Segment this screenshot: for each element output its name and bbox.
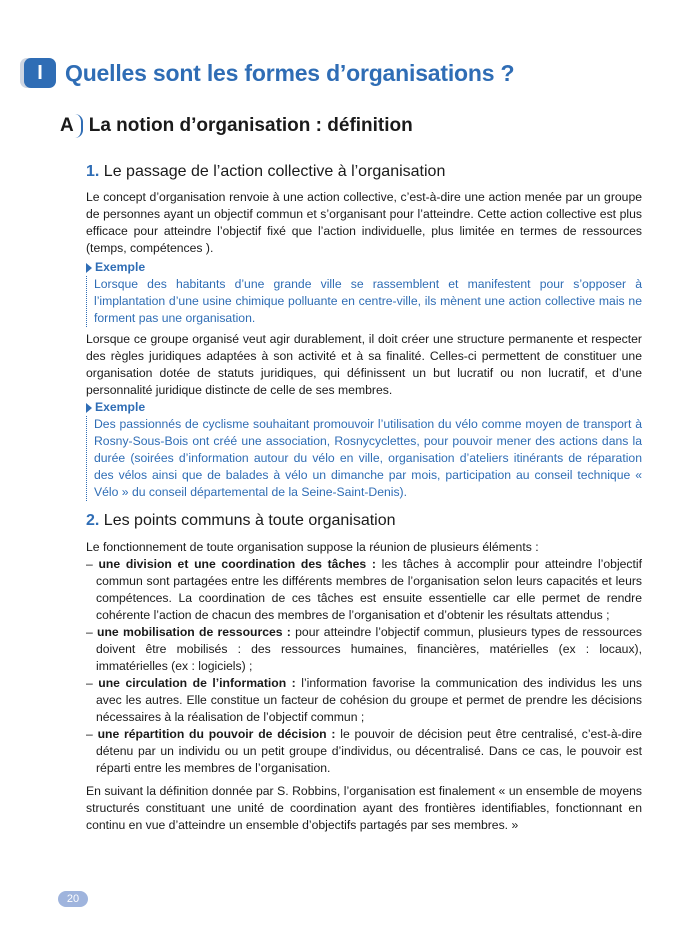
item-term: une mobilisation de ressources :	[97, 625, 291, 639]
triangle-icon	[86, 403, 92, 413]
example-box	[86, 399, 642, 501]
item-text: pour atteindre l’objectif commun, plusieurs types de ressources doivent être mobilisés : des ressources humaines, financières, matérielles (ex : locaux), immatérielles (ex : logiciels) ;	[96, 625, 643, 673]
heading-title: Les points communs à toute organisation	[103, 512, 396, 529]
page-number: 20	[58, 891, 88, 907]
section-title: Quelles sont les formes d’organisations ?	[65, 59, 515, 86]
list-item: – une circulation de l’information : l’information favorise la communication des individus les uns avec les autres. Elle constitue un facteur de cohésion du groupe et permet de prendre les décisions nécessaires à la réalisation de l’objectif commun ;	[86, 676, 642, 724]
heading-1	[86, 163, 445, 181]
section-heading	[18, 58, 514, 88]
heading-2	[86, 512, 396, 530]
example-text: Des passionnés de cyclisme souhaitant promouvoir l’utilisation du vélo comme moyen de transport à Rosny-Sous-Bois ont créé une association, Rosnycyclettes, pour pouvoir mener des actions dans la durée (soirées d’information autour du vélo en ville, organisation d’ateliers itinérants de réparation des vélos ainsi que de balades à vélo un dimanche par mois, participation au conseil technique « Vélo » du conseil départemental de la Seine-Saint-Denis).	[86, 416, 642, 501]
list	[86, 556, 642, 777]
item-term: une circulation de l’information :	[98, 676, 296, 690]
parenthesis-decoration	[75, 114, 83, 138]
section-number-badge: I	[24, 58, 56, 88]
heading-title: Le passage de l’action collective à l’organisation	[103, 163, 446, 180]
example-box	[86, 259, 642, 327]
subsection-heading	[60, 114, 413, 138]
example-text: Lorsque des habitants d’une grande ville se rassemblent et manifestent pour s’opposer à l’implantation d’une usine chimique polluante en centre-ville, ils mènent une action collective mais ne forment pas une organisation.	[86, 276, 642, 327]
heading-number: 1.	[86, 163, 100, 180]
list-item: – une division et une coordination des tâches : les tâches à accomplir pour atteindre l’objectif commun sont partagées entre les différents membres de l’organisation selon leurs capacités et leurs compétences. La coordination de ces tâches est ensuite essentielle car elle permet de rendre cohérente l’action de chacun des membres de l’organisation et d’obtenir les résultats attendus ;	[86, 557, 642, 622]
list-block	[86, 539, 642, 834]
item-term: une répartition du pouvoir de décision :	[97, 727, 336, 741]
paragraph: Le concept d’organisation renvoie à une action collective, c’est-à-dire une action menée par un groupe de personnes ayant un objectif commun et s’organisant pour l’atteindre. Cette action collective est plus efficace pour atteindre l’objectif fixé que l’action individuelle, plus limitée en termes de ressources (temps, compétences ).	[86, 190, 642, 255]
heading-number: 2.	[86, 512, 100, 529]
subsection-title: La notion d’organisation : définition	[88, 115, 413, 136]
triangle-icon	[86, 263, 92, 273]
item-term: une division et une coordination des tâches :	[98, 557, 376, 571]
item-text: l’information favorise la communication des individus les uns avec les autres. Elle constitue un facteur de cohésion du groupe et permet de prendre les décisions nécessaires à la réalisation de l’objectif commun ;	[96, 676, 642, 724]
list-item: – une répartition du pouvoir de décision : le pouvoir de décision peut être centralisé, c’est-à-dire détenu par un individu ou un petit groupe d’individus, ou décentralisé. Dans ce cas, le pouvoir est réparti entre les membres de l’organisation.	[86, 727, 642, 775]
list-item: – une mobilisation de ressources : pour atteindre l’objectif commun, plusieurs types de ressources doivent être mobilisés : des ressources humaines, financières, matérielles (ex : locaux), immatérielles (ex : logiciels) ;	[86, 625, 643, 673]
item-text: le pouvoir de décision peut être centralisé, c’est-à-dire détenu par un individu ou un petit groupe d’individus, ou décentralisé. Dans ce cas, le pouvoir est réparti entre les membres de l’organisation.	[96, 727, 642, 775]
conclusion-paragraph: En suivant la définition donnée par S. Robbins, l’organisation est finalement « un ensemble de moyens structurés constituant une unité de coordination ayant des frontières identifiables, fonctionnant en continu en vue d’atteindre un ensemble d’objectifs partagés par ses membres. »	[86, 784, 642, 832]
example-label: Exemple	[95, 400, 146, 414]
example-label: Exemple	[95, 260, 146, 274]
list-intro: Le fonctionnement de toute organisation suppose la réunion de plusieurs éléments :	[86, 540, 539, 554]
item-text: les tâches à accomplir pour atteindre l’objectif commun sont partagées entre les différents membres de l’organisation selon leurs capacités et leurs compétences. La coordination de ces tâches est ensuite essentielle car elle permet de rendre cohérente l’action de chacun des membres de l’organisation et d’obtenir les résultats attendus ;	[96, 557, 642, 622]
paragraph: Lorsque ce groupe organisé veut agir durablement, il doit créer une structure permanente et respecter des règles juridiques adaptées à son activité et à sa finalité. Celles-ci permettent de constituer une organisation dotée de statuts juridiques, qui définissent un but lucratif ou non lucratif, et d’une personnalité juridique distincte de celle de ses membres.	[86, 332, 642, 397]
subsection-letter: A	[60, 115, 74, 136]
